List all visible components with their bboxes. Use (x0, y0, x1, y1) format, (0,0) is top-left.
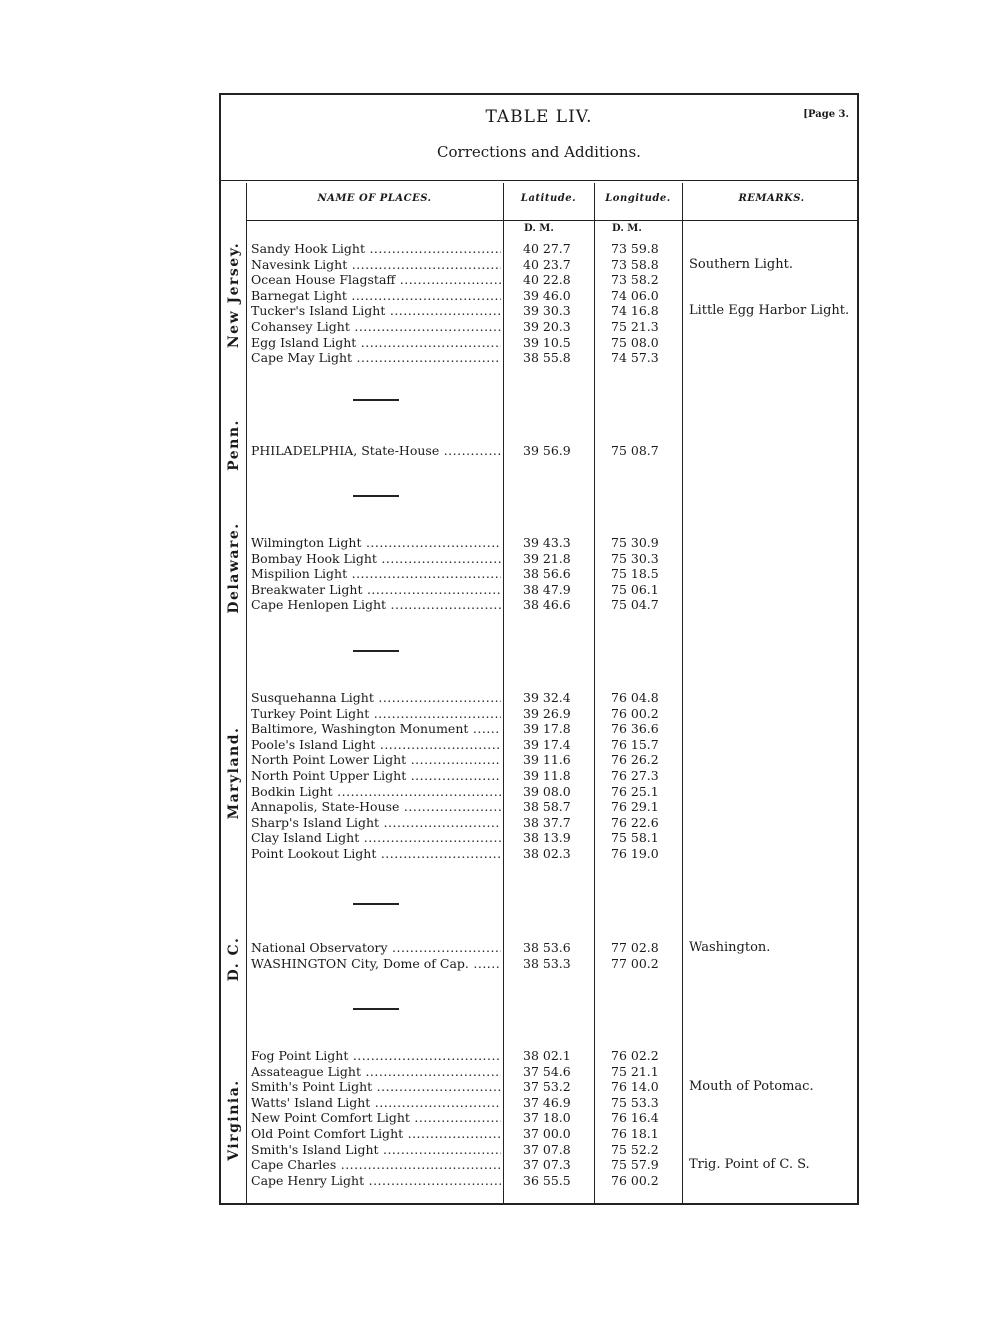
place-name: Breakwater Light ..... (251, 582, 501, 598)
place-name: New Point Comfort Light ..... (251, 1110, 501, 1126)
longitude-value: 75 18.5 (611, 566, 659, 582)
table-row (221, 784, 857, 800)
place-name: Wilmington Light ..... (251, 535, 501, 551)
column-header-remarks: REMARKS. (738, 193, 805, 204)
place-name: Smith's Island Light ..... (251, 1142, 501, 1158)
table-row (221, 846, 857, 862)
longitude-value: 75 52.2 (611, 1141, 659, 1157)
longitude-value: 76 15.7 (611, 736, 659, 752)
longitude-value: 76 29.1 (611, 799, 659, 815)
section-separator (353, 903, 399, 905)
place-name: Cape Charles ..... (251, 1157, 501, 1173)
longitude-value: 75 08.0 (611, 334, 659, 350)
table-row (221, 1157, 857, 1173)
longitude-value: 75 21.3 (611, 319, 659, 334)
state-label-text: Delaware. (225, 521, 242, 614)
longitude-value: 75 30.3 (611, 550, 659, 566)
latitude-value: 40 23.7 (523, 256, 571, 272)
table-row (221, 768, 857, 784)
latitude-value: 39 11.8 (523, 768, 571, 783)
column-header-rule (246, 220, 857, 221)
latitude-value: 38 53.6 (523, 940, 571, 955)
column-header-longitude: Longitude. (605, 193, 671, 204)
remark-text: Southern Light. (689, 256, 793, 272)
table-row (221, 582, 857, 598)
place-name: Tucker's Island Light ..... (251, 303, 501, 319)
table-row (221, 1142, 857, 1158)
place-name: Assateague Light ..... (251, 1064, 501, 1080)
table-row (221, 706, 857, 722)
latitude-value: 38 55.8 (523, 350, 571, 366)
latitude-value: 38 56.6 (523, 566, 571, 582)
latitude-value: 38 47.9 (523, 581, 571, 597)
table-row (221, 257, 857, 273)
state-label-text: D. C. (225, 936, 242, 982)
longitude-value: 75 57.9 (611, 1157, 659, 1173)
table-row (221, 721, 857, 737)
latitude-value: 38 58.7 (523, 799, 571, 815)
place-name: Cape Henry Light ..... (251, 1173, 501, 1189)
remark-text: Mouth of Potomac. (689, 1079, 814, 1095)
table-row (221, 956, 857, 972)
latitude-value: 39 21.8 (523, 550, 571, 566)
longitude-value: 76 36.6 (611, 721, 659, 737)
longitude-value: 75 53.3 (611, 1094, 659, 1110)
section-separator (353, 650, 399, 652)
table-row (221, 799, 857, 815)
longitude-value: 75 08.7 (611, 443, 659, 458)
table-row (221, 319, 857, 335)
latitude-value: 39 26.9 (523, 705, 571, 721)
section-separator (353, 1008, 399, 1010)
latitude-value: 37 54.6 (523, 1063, 571, 1079)
longitude-value: 76 16.4 (611, 1110, 659, 1126)
longitude-value: 76 14.0 (611, 1079, 659, 1095)
table-row (221, 443, 857, 459)
longitude-value: 74 57.3 (611, 350, 659, 366)
table-row (221, 940, 857, 956)
longitude-value: 75 04.7 (611, 597, 659, 613)
table-row (221, 272, 857, 288)
table-title: TABLE LIV. (485, 107, 593, 127)
longitude-value: 76 25.1 (611, 783, 659, 799)
table-row (221, 1064, 857, 1080)
table-row (221, 815, 857, 831)
latitude-value: 39 08.0 (523, 783, 571, 799)
longitude-value: 75 21.1 (611, 1063, 659, 1079)
longitude-value: 75 06.1 (611, 581, 659, 597)
latitude-value: 39 43.3 (523, 535, 571, 550)
table-row (221, 752, 857, 768)
latitude-value: 39 11.6 (523, 752, 571, 768)
longitude-value: 75 58.1 (611, 830, 659, 846)
longitude-value: 74 16.8 (611, 303, 659, 319)
remark-text: Trig. Point of C. S. (689, 1157, 810, 1173)
latitude-value: 39 32.4 (523, 690, 571, 705)
place-name: North Point Upper Light ..... (251, 768, 501, 784)
table-row (221, 241, 857, 257)
latitude-value: 40 27.7 (523, 241, 571, 256)
longitude-value: 73 58.8 (611, 256, 659, 272)
place-name: Mispilion Light ..... (251, 566, 501, 582)
place-name: Navesink Light ..... (251, 257, 501, 273)
section-separator (353, 495, 399, 497)
longitude-units: D. M. (612, 223, 642, 234)
longitude-value: 76 22.6 (611, 814, 659, 830)
place-name: Smith's Point Light ..... (251, 1079, 501, 1095)
place-name: Old Point Comfort Light ..... (251, 1126, 501, 1142)
latitude-units: D. M. (524, 223, 554, 234)
table-row (221, 1095, 857, 1111)
place-name: Susquehanna Light ..... (251, 690, 501, 706)
place-name: Point Lookout Light ..... (251, 846, 501, 862)
table-subtitle: Corrections and Additions. (437, 143, 641, 161)
longitude-value: 76 02.2 (611, 1048, 659, 1063)
latitude-value: 38 53.3 (523, 955, 571, 971)
state-label-text: Virginia. (225, 1079, 242, 1161)
longitude-value: 76 27.3 (611, 768, 659, 783)
latitude-value: 37 18.0 (523, 1110, 571, 1126)
place-name: Turkey Point Light ..... (251, 706, 501, 722)
table-row (221, 1173, 857, 1189)
longitude-value: 74 06.0 (611, 287, 659, 303)
longitude-value: 76 00.2 (611, 705, 659, 721)
table-row (221, 1048, 857, 1064)
table-row (221, 830, 857, 846)
place-name: Watts' Island Light ..... (251, 1095, 501, 1111)
table-row (221, 690, 857, 706)
latitude-value: 37 07.3 (523, 1157, 571, 1173)
longitude-value: 76 04.8 (611, 690, 659, 705)
place-name: Cape Henlopen Light ..... (251, 597, 501, 613)
place-name: Sandy Hook Light ..... (251, 241, 501, 257)
latitude-value: 39 56.9 (523, 443, 571, 458)
latitude-value: 38 46.6 (523, 597, 571, 613)
table-row (221, 303, 857, 319)
table-row (221, 737, 857, 753)
table-row (221, 288, 857, 304)
table-row (221, 1110, 857, 1126)
place-name: Bombay Hook Light ..... (251, 551, 501, 567)
latitude-value: 39 46.0 (523, 287, 571, 303)
place-name: Ocean House Flagstaff ..... (251, 272, 501, 288)
latitude-value: 38 13.9 (523, 830, 571, 846)
table-row (221, 335, 857, 351)
table-row (221, 1126, 857, 1142)
place-name: Egg Island Light ..... (251, 335, 501, 351)
longitude-value: 73 58.2 (611, 272, 659, 288)
longitude-value: 76 26.2 (611, 752, 659, 768)
place-name: Bodkin Light ..... (251, 784, 501, 800)
longitude-value: 77 02.8 (611, 940, 659, 955)
latitude-value: 37 46.9 (523, 1094, 571, 1110)
place-name: WASHINGTON City, Dome of Cap. ..... (251, 956, 501, 972)
table-row (221, 597, 857, 613)
longitude-value: 76 19.0 (611, 846, 659, 861)
place-name: Baltimore, Washington Monument ..... (251, 721, 501, 737)
place-name: Cohansey Light ..... (251, 319, 501, 335)
table-row (221, 535, 857, 551)
remark-text: Little Egg Harbor Light. (689, 303, 850, 319)
column-header-name: NAME OF PLACES. (317, 193, 432, 204)
longitude-value: 73 59.8 (611, 241, 659, 256)
latitude-value: 37 07.8 (523, 1141, 571, 1157)
place-name: Fog Point Light ..... (251, 1048, 501, 1064)
latitude-value: 38 02.3 (523, 846, 571, 861)
state-label-text: Maryland. (225, 726, 242, 819)
remark-text: Washington. (689, 940, 771, 955)
place-name: Cape May Light ..... (251, 350, 501, 366)
table-row (221, 551, 857, 567)
table-frame (219, 93, 859, 1205)
place-name: Clay Island Light ..... (251, 830, 501, 846)
place-name: Annapolis, State-House ..... (251, 799, 501, 815)
state-label-text: New Jersey. (225, 241, 242, 349)
page-reference: [Page 3. (803, 109, 849, 120)
header-rule (221, 180, 857, 181)
longitude-value: 75 30.9 (611, 535, 659, 550)
state-label-text: Penn. (225, 419, 242, 471)
latitude-value: 39 17.4 (523, 736, 571, 752)
place-name: National Observatory ..... (251, 940, 501, 956)
latitude-value: 38 02.1 (523, 1048, 571, 1063)
table-row (221, 1079, 857, 1095)
place-name: PHILADELPHIA, State-House ..... (251, 443, 501, 459)
latitude-value: 39 20.3 (523, 319, 571, 334)
table-row (221, 566, 857, 582)
place-name: Poole's Island Light ..... (251, 737, 501, 753)
latitude-value: 40 22.8 (523, 272, 571, 288)
longitude-value: 76 18.1 (611, 1126, 659, 1141)
longitude-value: 77 00.2 (611, 955, 659, 971)
latitude-value: 36 55.5 (523, 1172, 571, 1188)
latitude-value: 39 17.8 (523, 721, 571, 737)
column-header-latitude: Latitude. (520, 193, 577, 204)
latitude-value: 37 00.0 (523, 1126, 571, 1141)
place-name: Sharp's Island Light ..... (251, 815, 501, 831)
place-name: Barnegat Light ..... (251, 288, 501, 304)
longitude-value: 76 00.2 (611, 1172, 659, 1188)
place-name: North Point Lower Light ..... (251, 752, 501, 768)
latitude-value: 37 53.2 (523, 1079, 571, 1095)
table-row (221, 350, 857, 366)
latitude-value: 39 10.5 (523, 334, 571, 350)
latitude-value: 39 30.3 (523, 303, 571, 319)
section-separator (353, 399, 399, 401)
latitude-value: 38 37.7 (523, 814, 571, 830)
